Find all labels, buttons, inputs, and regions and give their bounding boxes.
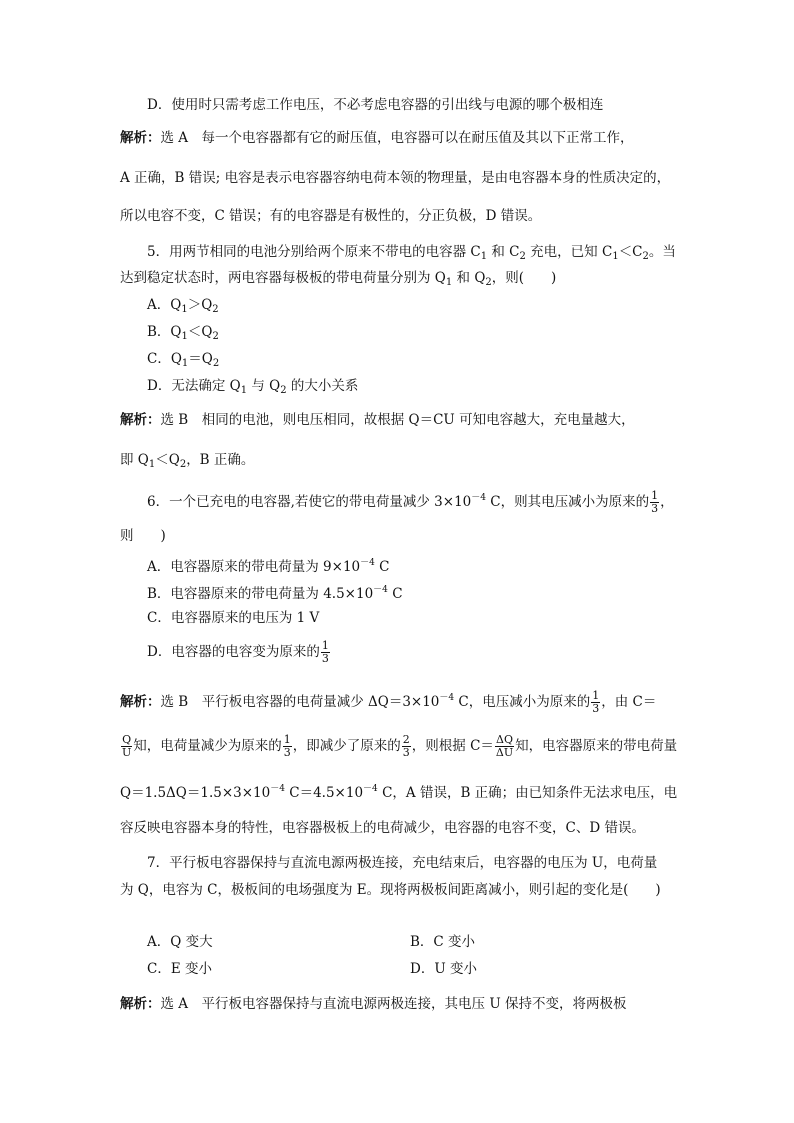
q4-analysis-line-1: 解析：选 A 每一个电容器都有它的耐压值，电容器可以在耐压值及其以下正常工作， (120, 130, 634, 146)
q6-analysis-line-2: $\frac{Q}{U}$ 知，电荷量减少为原来的 $\frac{1}{3}$ ，即减少了原来的 $\frac{2}{3}$ ，则根据 C＝ $\frac{\Delta Q}{\Delta U}$ 知，电容器原来的带电荷量 (122, 733, 678, 759)
q5-stem-line-2: 达到稳定状态时，两电容器每极板的带电荷量分别为 $Q_1$ 和 $Q_2$，则( ) (120, 270, 557, 288)
q6-analysis-line-4: 容反映电容器本身的特性，电容器极板上的电荷减少，电容器的电容不变，C、D 错误。 (120, 820, 645, 836)
q4-analysis-line-3: 所以电容不变，C 错误；有的电容器是有极性的，分正负极，D 错误。 (120, 208, 542, 224)
q7-option-b: B．C 变小 (410, 934, 476, 950)
q5-analysis-line-1: 解析：选 B 相同的电池，则电压相同，故根据 Q＝CU 可知电容越大，充电量越大， (120, 412, 635, 428)
q7-stem-line-1: 7．平行板电容器保持与直流电源两极连接，充电结束后，电容器的电压为 U，电荷量 (147, 855, 658, 871)
fraction-one-third: $\frac{1}{3}$ (283, 733, 291, 759)
q4-analysis-line-2: A 正确，B 错误; 电容是表示电容器容纳电荷本领的物理量，是由电容器本身的性质决定的， (120, 170, 671, 186)
fraction-one-third: $\frac{1}{3}$ (651, 489, 659, 515)
fraction-two-thirds: $\frac{2}{3}$ (402, 733, 410, 759)
q7-option-d: D．U 变小 (410, 961, 477, 977)
q5-option-b: B．$Q_1<Q_2$ (147, 324, 219, 342)
q5-option-a: A．$Q_1>Q_2$ (147, 297, 219, 315)
q6-option-a: A．电容器原来的带电荷量为 $9\times 10^{-4}$ C (147, 558, 390, 575)
q6-option-b: B．电容器原来的带电荷量为 $4.5\times 10^{-4}$ C (147, 585, 403, 602)
fraction-one-third: $\frac{1}{3}$ (321, 639, 329, 665)
analysis-label: 解析： (120, 996, 161, 1012)
q5-option-d: D．无法确定 $Q_1$ 与 $Q_2$ 的大小关系 (147, 378, 359, 396)
analysis-label: 解析： (120, 130, 161, 146)
fraction-dq-over-du: $\frac{\Delta Q}{\Delta U}$ (495, 733, 514, 759)
q6-analysis-line-1: 解析：选 B 平行板电容器的电荷量减少 $\Delta Q=3\times 10^{-4}$ C，电压减小为原来的 $\frac{1}{3}$ ，由 C＝ (120, 689, 657, 715)
q7-option-c: C．E 变小 (147, 961, 212, 977)
q5-option-c: C．$Q_1=Q_2$ (147, 351, 220, 369)
analysis-label: 解析： (120, 412, 161, 428)
q6-stem-line-2: 则 ) (120, 528, 166, 544)
q5-analysis-line-2: 即 $Q_1<Q_2$，B 正确。 (120, 452, 255, 470)
q5-stem-line-1: 5．用两节相同的电池分别给两个原来不带电的电容器 $C_1$ 和 $C_2$ 充电，已知 $C_1<C_2$。当 (147, 244, 676, 262)
q6-option-c: C．电容器原来的电压为 1 V (147, 610, 320, 626)
fraction-one-third: $\frac{1}{3}$ (592, 689, 600, 715)
q6-option-d: D．电容器的电容变为原来的 $\frac{1}{3}$ (147, 639, 329, 665)
q7-option-a: A．Q 变大 (147, 934, 213, 950)
q7-analysis-line-1: 解析：选 A 平行板电容器保持与直流电源两极连接，其电压 U 保持不变，将两极板 (120, 996, 627, 1012)
fraction-q-over-u: $\frac{Q}{U}$ (122, 733, 132, 759)
q6-analysis-line-3: $Q=1.5\Delta Q=1.5\times 3\times 10^{-4}$ $C=4.5\times 10^{-4}$ C，A 错误，B 正确；由已知条件无法求电压，电 (120, 784, 678, 801)
q7-stem-line-2: 为 Q，电容为 C，极板间的电场强度为 E。现将两极板间距离减小，则引起的变化是( ) (120, 882, 661, 898)
q4-option-d: D．使用时只需考虑工作电压，不必考虑电容器的引出线与电源的哪个极相连 (147, 97, 604, 113)
q6-stem-line-1: 6．一个已充电的电容器,若使它的带电荷量减少 $3\times 10^{-4}$ C，则其电压减小为原来的 $\frac{1}{3}$ ， (147, 489, 674, 515)
analysis-label: 解析： (120, 694, 161, 710)
